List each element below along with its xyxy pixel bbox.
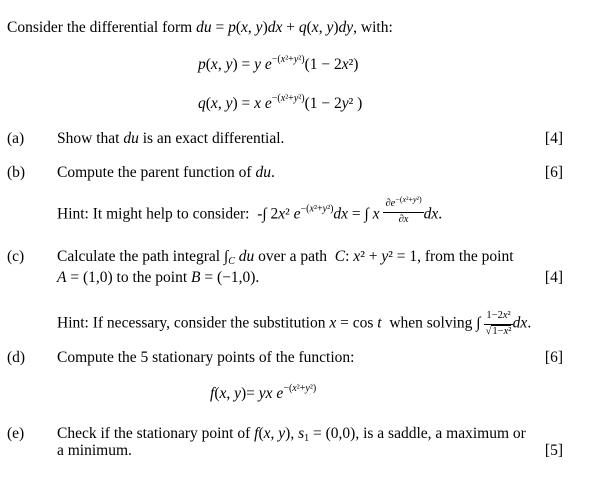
part-a-label: (a)	[7, 130, 25, 147]
part-b-marks: [6]	[544, 164, 563, 181]
part-c-label: (c)	[7, 248, 25, 265]
part-c-marks: [4]	[544, 269, 563, 286]
part-c-text-line1: Calculate the path integral $\int_C$ du over a path C: x² + y² = 1, from the point	[57, 248, 514, 267]
part-e-text-line1: Check if the stationary point of f(x, y), $s_1 = (0,0)$, is a saddle, a maximum or	[57, 425, 526, 444]
hint-c: Hint: If necessary, consider the substitution x = cos t when solving ∫ $\frac{\text{1−2x²}}{\text{√1−x²}}$ dx.	[57, 310, 532, 337]
part-d-label: (d)	[7, 349, 26, 366]
part-e-text-line2: a minimum.	[57, 442, 132, 459]
part-d-text: Compute the 5 stationary points of the function:	[57, 349, 355, 366]
part-b-text: Compute the parent function of du.	[57, 164, 275, 181]
part-a-text: Show that du is an exact differential.	[57, 130, 285, 147]
part-c-text-line2: A = (1,0) to the point B = (−1,0).	[57, 269, 260, 286]
hint-b: Hint: It might help to consider: -∫ 2x² $e^{-(x^2+y^2)}dx$ = ∫ x $\frac{\partial e^{-(x^2+y^2)}}{\partial x}$ dx.	[57, 195, 443, 225]
part-a-marks: [4]	[544, 130, 563, 147]
intro-text: Consider the differential form du = p(x, y)dx + q(x, y)dy, with:	[7, 19, 393, 36]
part-b-label: (b)	[7, 164, 26, 181]
part-e-label: (e)	[7, 425, 25, 442]
function-definition: f(x, y)= yx $e^{-(x^2+y^2)}$	[210, 383, 317, 402]
part-e-marks: [5]	[544, 442, 563, 459]
p-equation: p(x, y) = y $e^{-(x^2+y^2)}(1 - 2x^2)$	[198, 54, 359, 73]
q-equation: q(x, y) = x $e^{-(x^2+y^2)}(1 - 2y^2$ )	[198, 93, 363, 112]
part-d-marks: [6]	[544, 349, 563, 366]
